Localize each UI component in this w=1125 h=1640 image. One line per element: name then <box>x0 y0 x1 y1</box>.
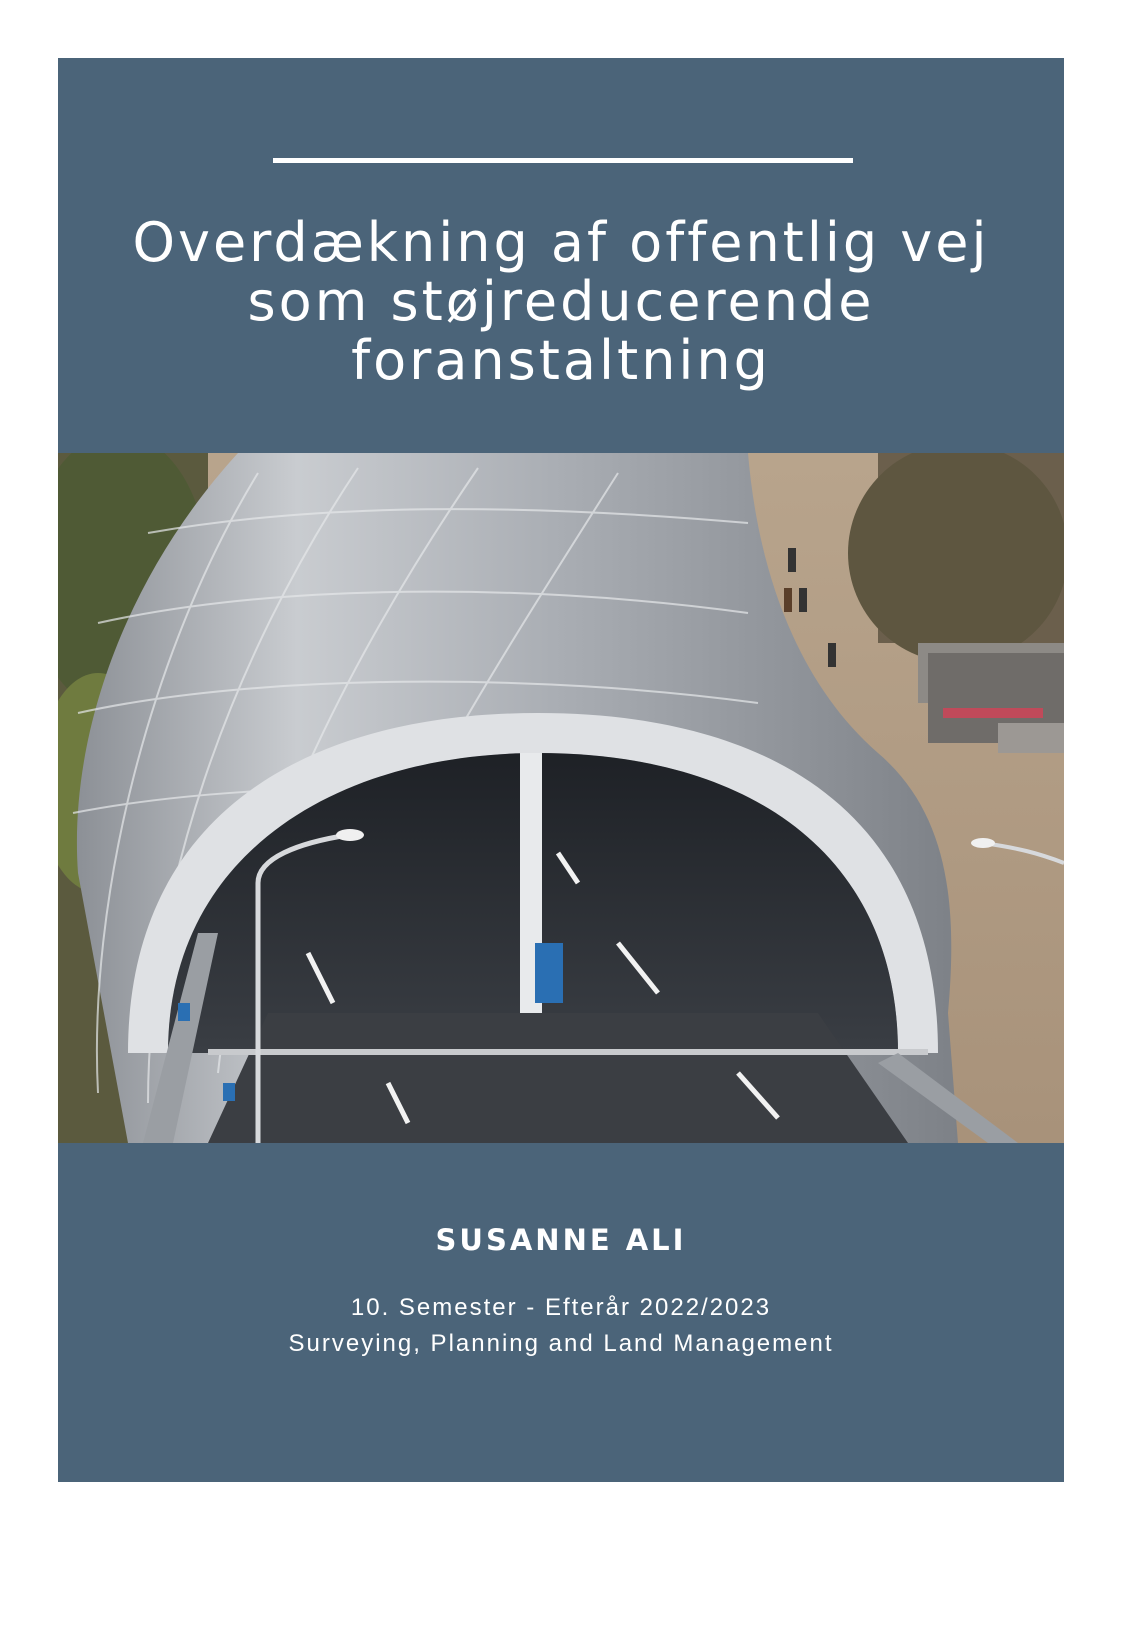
title-line-2: som støjreducerende <box>247 270 875 333</box>
title-line-3: foranstaltning <box>351 329 771 392</box>
title-line-1: Overdækning af offentlig vej <box>132 211 990 274</box>
cover-photo-tunnel <box>58 453 1064 1143</box>
author-name: SUSANNE ALI <box>435 1223 687 1257</box>
semester-text: 10. Semester - Efterår 2022/2023 <box>350 1294 772 1321</box>
title-rule <box>273 158 853 163</box>
document-title <box>78 213 1044 390</box>
programme-text: Surveying, Planning and Land Management <box>288 1330 834 1357</box>
cover-panel <box>58 58 1064 1482</box>
course-info <box>58 1290 1064 1362</box>
